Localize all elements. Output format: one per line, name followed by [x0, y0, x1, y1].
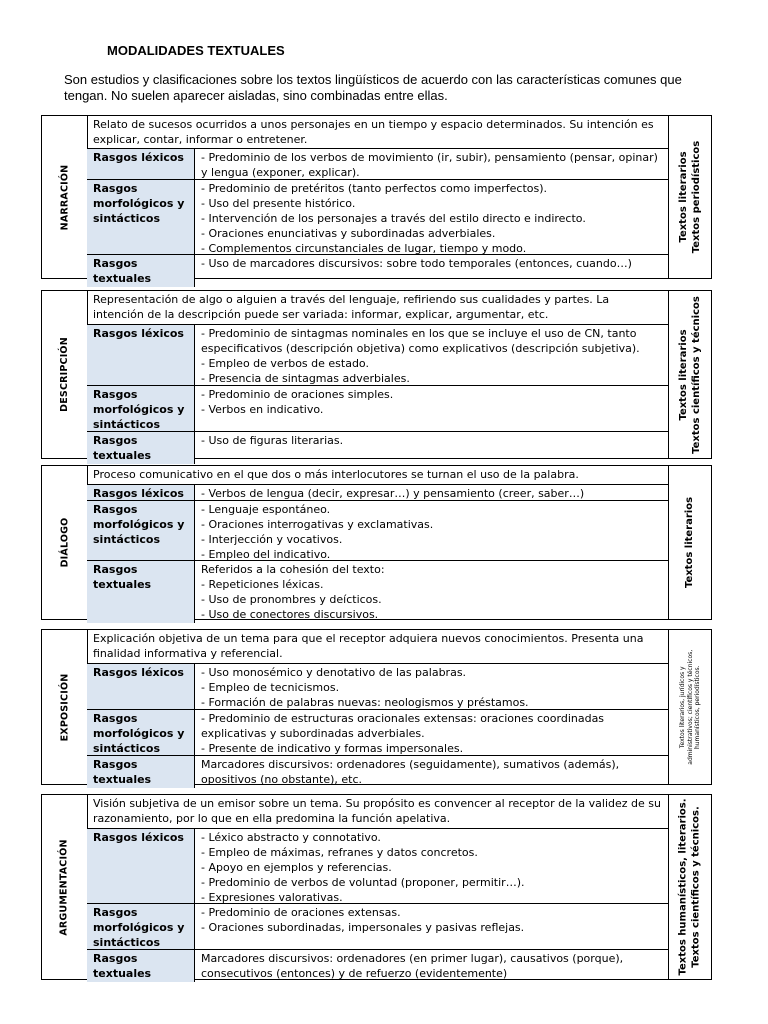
- text-types: Textos literarios Textos periodísticos: [678, 140, 703, 254]
- rasgos-textuales-value: - Uso de marcadores discursivos: sobre todo temporales (entonces, cuando…): [201, 257, 632, 270]
- rasgos-morfologicos-value: - Predominio de pretéritos (tanto perfectos como imperfectos). - Uso del presente histórico. - Intervención de los personajes a través del estilo directo e indirecto. - Oraciones enunciativas y subordinadas adverbiales. - Complementos circunstanciales de lugar, tiempo y modo.: [195, 180, 669, 255]
- section-description: Representación de algo o alguien a través del lenguaje, refiriendo sus cualidades y partes. La intención de la descripción puede ser variada: informar, explicar, argumentar, etc.: [87, 291, 669, 325]
- label-rasgos-lexicos: Rasgos léxicos: [87, 485, 195, 501]
- rasgos-morfologicos-value: - Predominio de oraciones simples. - Verbos en indicativo.: [195, 386, 669, 432]
- rasgos-lexicos-value: - Verbos de lengua (decir, expresar…) y pensamiento (creer, saber…): [195, 485, 669, 501]
- section-narracion: [41, 115, 712, 285]
- rasgos-lexicos-value: - Predominio de sintagmas nominales en los que se incluye el uso de CN, tanto especificativos (descripción objetiva) como explicativos (descripción subjetiva). - Empleo de verbos de estado. - Presencia de sintagmas adverbiales.: [195, 325, 669, 386]
- text-types: Textos literarios, jurídicos y administrativos; científicos y técnicos, humanísticos, periodísticos.: [678, 649, 701, 765]
- label-rasgos-lexicos: Rasgos léxicos: [87, 149, 195, 180]
- label-rasgos-morfologicos: Rasgos morfológicos y sintácticos: [87, 180, 195, 255]
- rasgos-morfologicos-value: - Predominio de estructuras oracionales extensas: oraciones coordinadas explicativas y subordinadas adverbiales. - Presente de indicativo y formas impersonales.: [195, 710, 669, 756]
- label-rasgos-morfologicos: Rasgos morfológicos y sintácticos: [87, 710, 195, 756]
- rasgos-morfologicos-value: - Predominio de oraciones extensas. - Oraciones subordinadas, impersonales y pasivas reflejas.: [195, 904, 669, 950]
- text-types: Textos literarios: [684, 496, 696, 589]
- intro-paragraph: Son estudios y clasificaciones sobre los textos lingüísticos de acuerdo con las características comunes que tengan. No suelen aparecer aisladas, sino combinadas entre ellas.: [64, 72, 682, 103]
- rasgos-textuales-value: Marcadores discursivos: ordenadores (seguidamente), sumativos (además), opositivos (no obstante), etc.: [201, 758, 620, 786]
- rasgos-morfologicos-value: - Lenguaje espontáneo. - Oraciones interrogativas y exclamativas. - Interjección y vocativos. - Empleo del indicativo.: [195, 501, 669, 561]
- text-types: Textos humanísticos, literarios. Textos científicos y técnicos.: [678, 798, 702, 976]
- rasgos-textuales-value: Marcadores discursivos: ordenadores (en primer lugar), causativos (porque), consecutivos (entonces) y de refuerzo (evidentemente): [201, 952, 624, 980]
- section-argumentacion: [41, 794, 712, 980]
- section-name: NARRACIÓN: [59, 164, 70, 230]
- rasgos-lexicos-value: - Predominio de los verbos de movimiento (ir, subir), pensamiento (pensar, opinar) y lengua (exponer, explicar).: [195, 149, 669, 180]
- section-description: Explicación objetiva de un tema para que el receptor adquiera nuevos conocimientos. Presenta una finalidad informativa y referencial.: [87, 630, 669, 664]
- section-exposicion: [41, 629, 712, 785]
- label-rasgos-textuales: Rasgos textuales: [87, 756, 195, 788]
- label-rasgos-textuales: Rasgos textuales: [87, 432, 195, 464]
- section-descripcion: [41, 290, 712, 462]
- label-rasgos-lexicos: Rasgos léxicos: [87, 664, 195, 710]
- label-rasgos-textuales: Rasgos textuales: [87, 255, 195, 287]
- section-name: DESCRIPCIÓN: [59, 337, 70, 412]
- section-description: Visión subjetiva de un emisor sobre un tema. Su propósito es convencer al receptor de la validez de su razonamiento, por lo que en ella predomina la función apelativa.: [87, 795, 669, 829]
- rasgos-lexicos-value: - Léxico abstracto y connotativo. - Empleo de máximas, refranes y datos concretos. - Apoyo en ejemplos y referencias. - Predominio de verbos de voluntad (proponer, permitir…). - Expresiones valorativas.: [195, 829, 669, 904]
- label-rasgos-lexicos: Rasgos léxicos: [87, 325, 195, 386]
- page-title: MODALIDADES TEXTUALES: [107, 43, 285, 58]
- section-dialogo: [41, 465, 712, 620]
- rasgos-textuales-value: - Uso de figuras literarias.: [201, 434, 344, 447]
- section-name: EXPOSICIÓN: [59, 673, 71, 741]
- label-rasgos-morfologicos: Rasgos morfológicos y sintácticos: [87, 386, 195, 432]
- rasgos-textuales-value: Referidos a la cohesión del texto: - Repeticiones léxicas. - Uso de pronombres y deícticos. - Uso de conectores discursivos.: [201, 563, 385, 621]
- text-types: Textos literarios Textos científicos y técnicos: [678, 295, 702, 454]
- label-rasgos-morfologicos: Rasgos morfológicos y sintácticos: [87, 501, 195, 561]
- label-rasgos-textuales: Rasgos textuales: [87, 950, 195, 982]
- rasgos-lexicos-value: - Uso monosémico y denotativo de las palabras. - Empleo de tecnicismos. - Formación de palabras nuevas: neologismos y préstamos.: [195, 664, 669, 710]
- section-name: ARGUMENTACIÓN: [59, 838, 70, 936]
- label-rasgos-lexicos: Rasgos léxicos: [87, 829, 195, 904]
- label-rasgos-textuales: Rasgos textuales: [87, 561, 195, 623]
- section-name: DIÁLOGO: [59, 517, 70, 568]
- section-description: Proceso comunicativo en el que dos o más interlocutores se turnan el uso de la palabra.: [87, 466, 669, 485]
- section-description: Relato de sucesos ocurridos a unos personajes en un tiempo y espacio determinados. Su intención es explicar, contar, informar o entretener.: [87, 116, 669, 149]
- label-rasgos-morfologicos: Rasgos morfológicos y sintácticos: [87, 904, 195, 950]
